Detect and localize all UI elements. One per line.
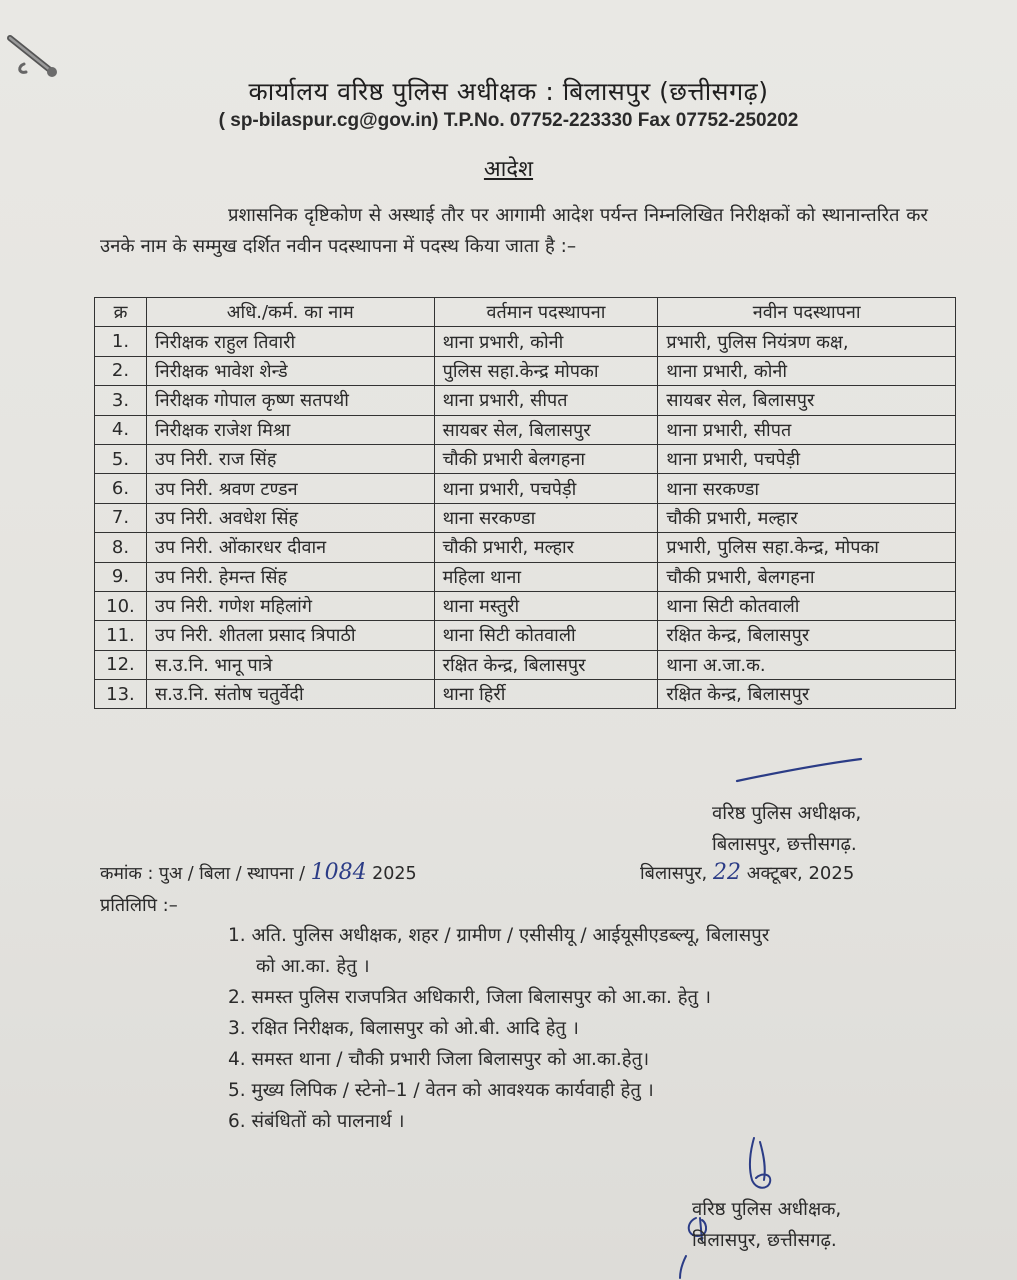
cell-sn: 3.	[95, 386, 147, 415]
cell-new: प्रभारी, पुलिस नियंत्रण कक्ष,	[658, 327, 956, 356]
cell-name: उप निरी. ओंकारधर दीवान	[146, 533, 434, 562]
cell-current: रक्षित केन्द्र, बिलासपुर	[434, 650, 658, 679]
reference-prefix: कमांक : पुअ / बिला / स्थापना /	[100, 864, 305, 884]
cell-new: चौकी प्रभारी, मल्हार	[658, 503, 956, 532]
cell-current: थाना सिटी कोतवाली	[434, 621, 658, 650]
table-row	[95, 444, 956, 473]
list-item: 2. समस्त पुलिस राजपत्रित अधिकारी, जिला बिलासपुर को आ.का. हेतु ।	[228, 987, 711, 1008]
cell-sn: 7.	[95, 503, 147, 532]
office-title: कार्यालय वरिष्ठ पुलिस अधीक्षक : बिलासपुर (छत्तीसगढ़)	[248, 77, 769, 106]
cell-sn: 11.	[95, 621, 147, 650]
cell-new: थाना प्रभारी, कोनी	[658, 356, 956, 385]
cell-sn: 2.	[95, 356, 147, 385]
header-name: अधि./कर्म. का नाम	[146, 298, 434, 327]
header-current-posting: वर्तमान पदस्थापना	[434, 298, 658, 327]
cell-name: उप निरी. गणेश महिलांगे	[146, 591, 434, 620]
order-date	[640, 860, 854, 885]
signature-2-place: बिलासपुर, छत्तीसगढ़.	[692, 1230, 837, 1251]
table-row	[95, 562, 956, 591]
cell-current: थाना हिर्री	[434, 680, 658, 709]
header-sn: क्र	[95, 298, 147, 327]
cell-new: रक्षित केन्द्र, बिलासपुर	[658, 680, 956, 709]
date-handwritten-day: 22	[713, 860, 742, 885]
table-header-row	[95, 298, 956, 327]
date-prefix: बिलासपुर,	[640, 863, 708, 884]
cell-current: महिला थाना	[434, 562, 658, 591]
table-row	[95, 621, 956, 650]
cell-sn: 4.	[95, 415, 147, 444]
transfer-table	[94, 297, 956, 709]
cell-current: सायबर सेल, बिलासपुर	[434, 415, 658, 444]
cell-sn: 5.	[95, 444, 147, 473]
table-row	[95, 650, 956, 679]
signature-1-place: बिलासपुर, छत्तीसगढ़.	[712, 834, 857, 855]
cell-new: चौकी प्रभारी, बेलगहना	[658, 562, 956, 591]
table-row	[95, 474, 956, 503]
paper-pin-icon	[4, 30, 66, 80]
cell-current: चौकी प्रभारी, मल्हार	[434, 533, 658, 562]
cell-sn: 8.	[95, 533, 147, 562]
table-row	[95, 386, 956, 415]
table-row	[95, 503, 956, 532]
cell-current: थाना मस्तुरी	[434, 591, 658, 620]
cell-current: थाना प्रभारी, पचपेड़ी	[434, 474, 658, 503]
cell-new: रक्षित केन्द्र, बिलासपुर	[658, 621, 956, 650]
cell-sn: 12.	[95, 650, 147, 679]
cell-current: थाना प्रभारी, सीपत	[434, 386, 658, 415]
list-item: 5. मुख्य लिपिक / स्टेनो–1 / वेतन को आवश्यक कार्यवाही हेतु ।	[228, 1080, 654, 1101]
reference-number	[100, 860, 417, 885]
cell-sn: 10.	[95, 591, 147, 620]
cell-new: थाना प्रभारी, सीपत	[658, 415, 956, 444]
cell-name: उप निरी. शीतला प्रसाद त्रिपाठी	[146, 621, 434, 650]
cell-name: उप निरी. हेमन्त सिंह	[146, 562, 434, 591]
cell-name: निरीक्षक राजेश मिश्रा	[146, 415, 434, 444]
list-item: 4. समस्त थाना / चौकी प्रभारी जिला बिलासपुर को आ.का.हेतु।	[228, 1049, 650, 1070]
list-item: 6. संबंधितों को पालनार्थ ।	[228, 1111, 405, 1132]
cell-name: उप निरी. अवधेश सिंह	[146, 503, 434, 532]
cell-current: चौकी प्रभारी बेलगहना	[434, 444, 658, 473]
reference-year: 2025	[372, 864, 417, 884]
signature-1-designation: वरिष्ठ पुलिस अधीक्षक,	[712, 803, 862, 824]
list-item: 1. अति. पुलिस अधीक्षक, शहर / ग्रामीण / एसीसीयू / आईयूसीएडब्ल्यू, बिलासपुर को आ.का. हेतु ।	[228, 925, 770, 977]
cell-current: थाना सरकण्डा	[434, 503, 658, 532]
signature-2-designation: वरिष्ठ पुलिस अधीक्षक,	[692, 1199, 842, 1220]
cell-new: थाना सरकण्डा	[658, 474, 956, 503]
copy-list	[228, 920, 928, 1137]
signature-block-2	[692, 1194, 841, 1256]
table-row	[95, 680, 956, 709]
cell-new: थाना सिटी कोतवाली	[658, 591, 956, 620]
cell-new: प्रभारी, पुलिस सहा.केन्द्र, मोपका	[658, 533, 956, 562]
cell-new: थाना प्रभारी, पचपेड़ी	[658, 444, 956, 473]
header-new-posting: नवीन पदस्थापना	[658, 298, 956, 327]
cell-sn: 13.	[95, 680, 147, 709]
signature-block-1	[712, 798, 861, 860]
copy-label: प्रतिलिपि :–	[100, 895, 178, 916]
order-intro-text: प्रशासनिक दृष्टिकोण से अस्थाई तौर पर आगामी आदेश पर्यन्त निम्नलिखित निरीक्षकों को स्थानान्तरित कर उनके नाम के सम्मुख दर्शित नवीन पदस्थापना में पदस्थ किया जाता है :–	[100, 205, 928, 257]
cell-sn: 9.	[95, 562, 147, 591]
table-row	[95, 591, 956, 620]
reference-handwritten-number: 1084	[310, 860, 367, 885]
order-intro	[100, 200, 928, 262]
cell-new: थाना अ.जा.क.	[658, 650, 956, 679]
cell-name: स.उ.नि. संतोष चतुर्वेदी	[146, 680, 434, 709]
date-suffix: अक्टूबर, 2025	[746, 863, 855, 884]
list-item: 3. रक्षित निरीक्षक, बिलासपुर को ओ.बी. आदि हेतु ।	[228, 1018, 579, 1039]
cell-new: सायबर सेल, बिलासपुर	[658, 386, 956, 415]
table-row	[95, 356, 956, 385]
cell-current: पुलिस सहा.केन्द्र मोपका	[434, 356, 658, 385]
cell-name: स.उ.नि. भानू पात्रे	[146, 650, 434, 679]
signature-stroke-1	[735, 755, 865, 785]
table-row	[95, 415, 956, 444]
cell-name: उप निरी. राज सिंह	[146, 444, 434, 473]
cell-name: उप निरी. श्रवण टण्डन	[146, 474, 434, 503]
table-row	[95, 533, 956, 562]
order-title: आदेश	[483, 157, 534, 182]
office-contact: ( sp-bilaspur.cg@gov.in) T.P.No. 07752-223330 Fax 07752-250202	[218, 110, 799, 131]
cell-name: निरीक्षक भावेश शेन्डे	[146, 356, 434, 385]
cell-name: निरीक्षक राहुल तिवारी	[146, 327, 434, 356]
cell-current: थाना प्रभारी, कोनी	[434, 327, 658, 356]
table-row	[95, 327, 956, 356]
cell-name: निरीक्षक गोपाल कृष्ण सतपथी	[146, 386, 434, 415]
cell-sn: 6.	[95, 474, 147, 503]
cell-sn: 1.	[95, 327, 147, 356]
